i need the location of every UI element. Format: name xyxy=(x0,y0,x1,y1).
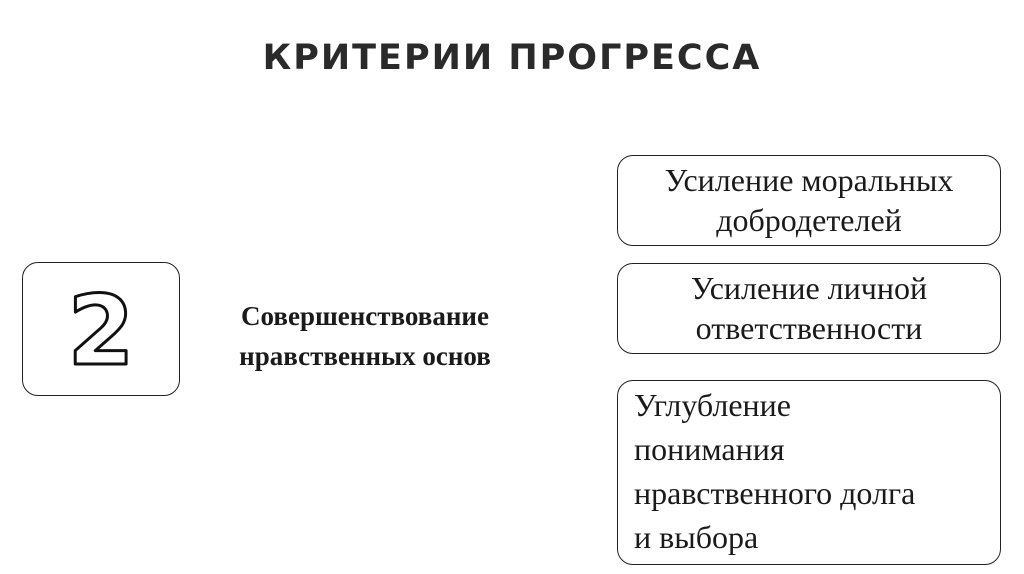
page-title: КРИТЕРИИ ПРОГРЕССА xyxy=(262,38,762,78)
criterion-line: добродетелей xyxy=(716,202,902,238)
criterion-line: понимания xyxy=(634,431,785,467)
criterion-line: Углубление xyxy=(634,387,791,423)
criterion-line: ответственности xyxy=(695,310,923,346)
criterion-box-personal-responsibility xyxy=(617,263,1001,354)
criterion-box-moral-duty xyxy=(617,380,1001,565)
number-digit: 2 xyxy=(67,275,135,387)
main-label-line-1: Совершенствование xyxy=(241,301,489,331)
criterion-line: Усиление личной xyxy=(690,270,928,306)
number-box xyxy=(22,262,180,396)
criterion-line: Усиление моральных xyxy=(664,162,954,198)
criterion-line: и выбора xyxy=(634,519,759,555)
main-label-line-2: нравственных основ xyxy=(239,341,491,371)
criterion-box-moral-virtues xyxy=(617,155,1001,246)
number-outline xyxy=(23,263,181,397)
criterion-line: нравственного долга xyxy=(634,475,916,511)
main-criterion-label xyxy=(192,296,538,376)
